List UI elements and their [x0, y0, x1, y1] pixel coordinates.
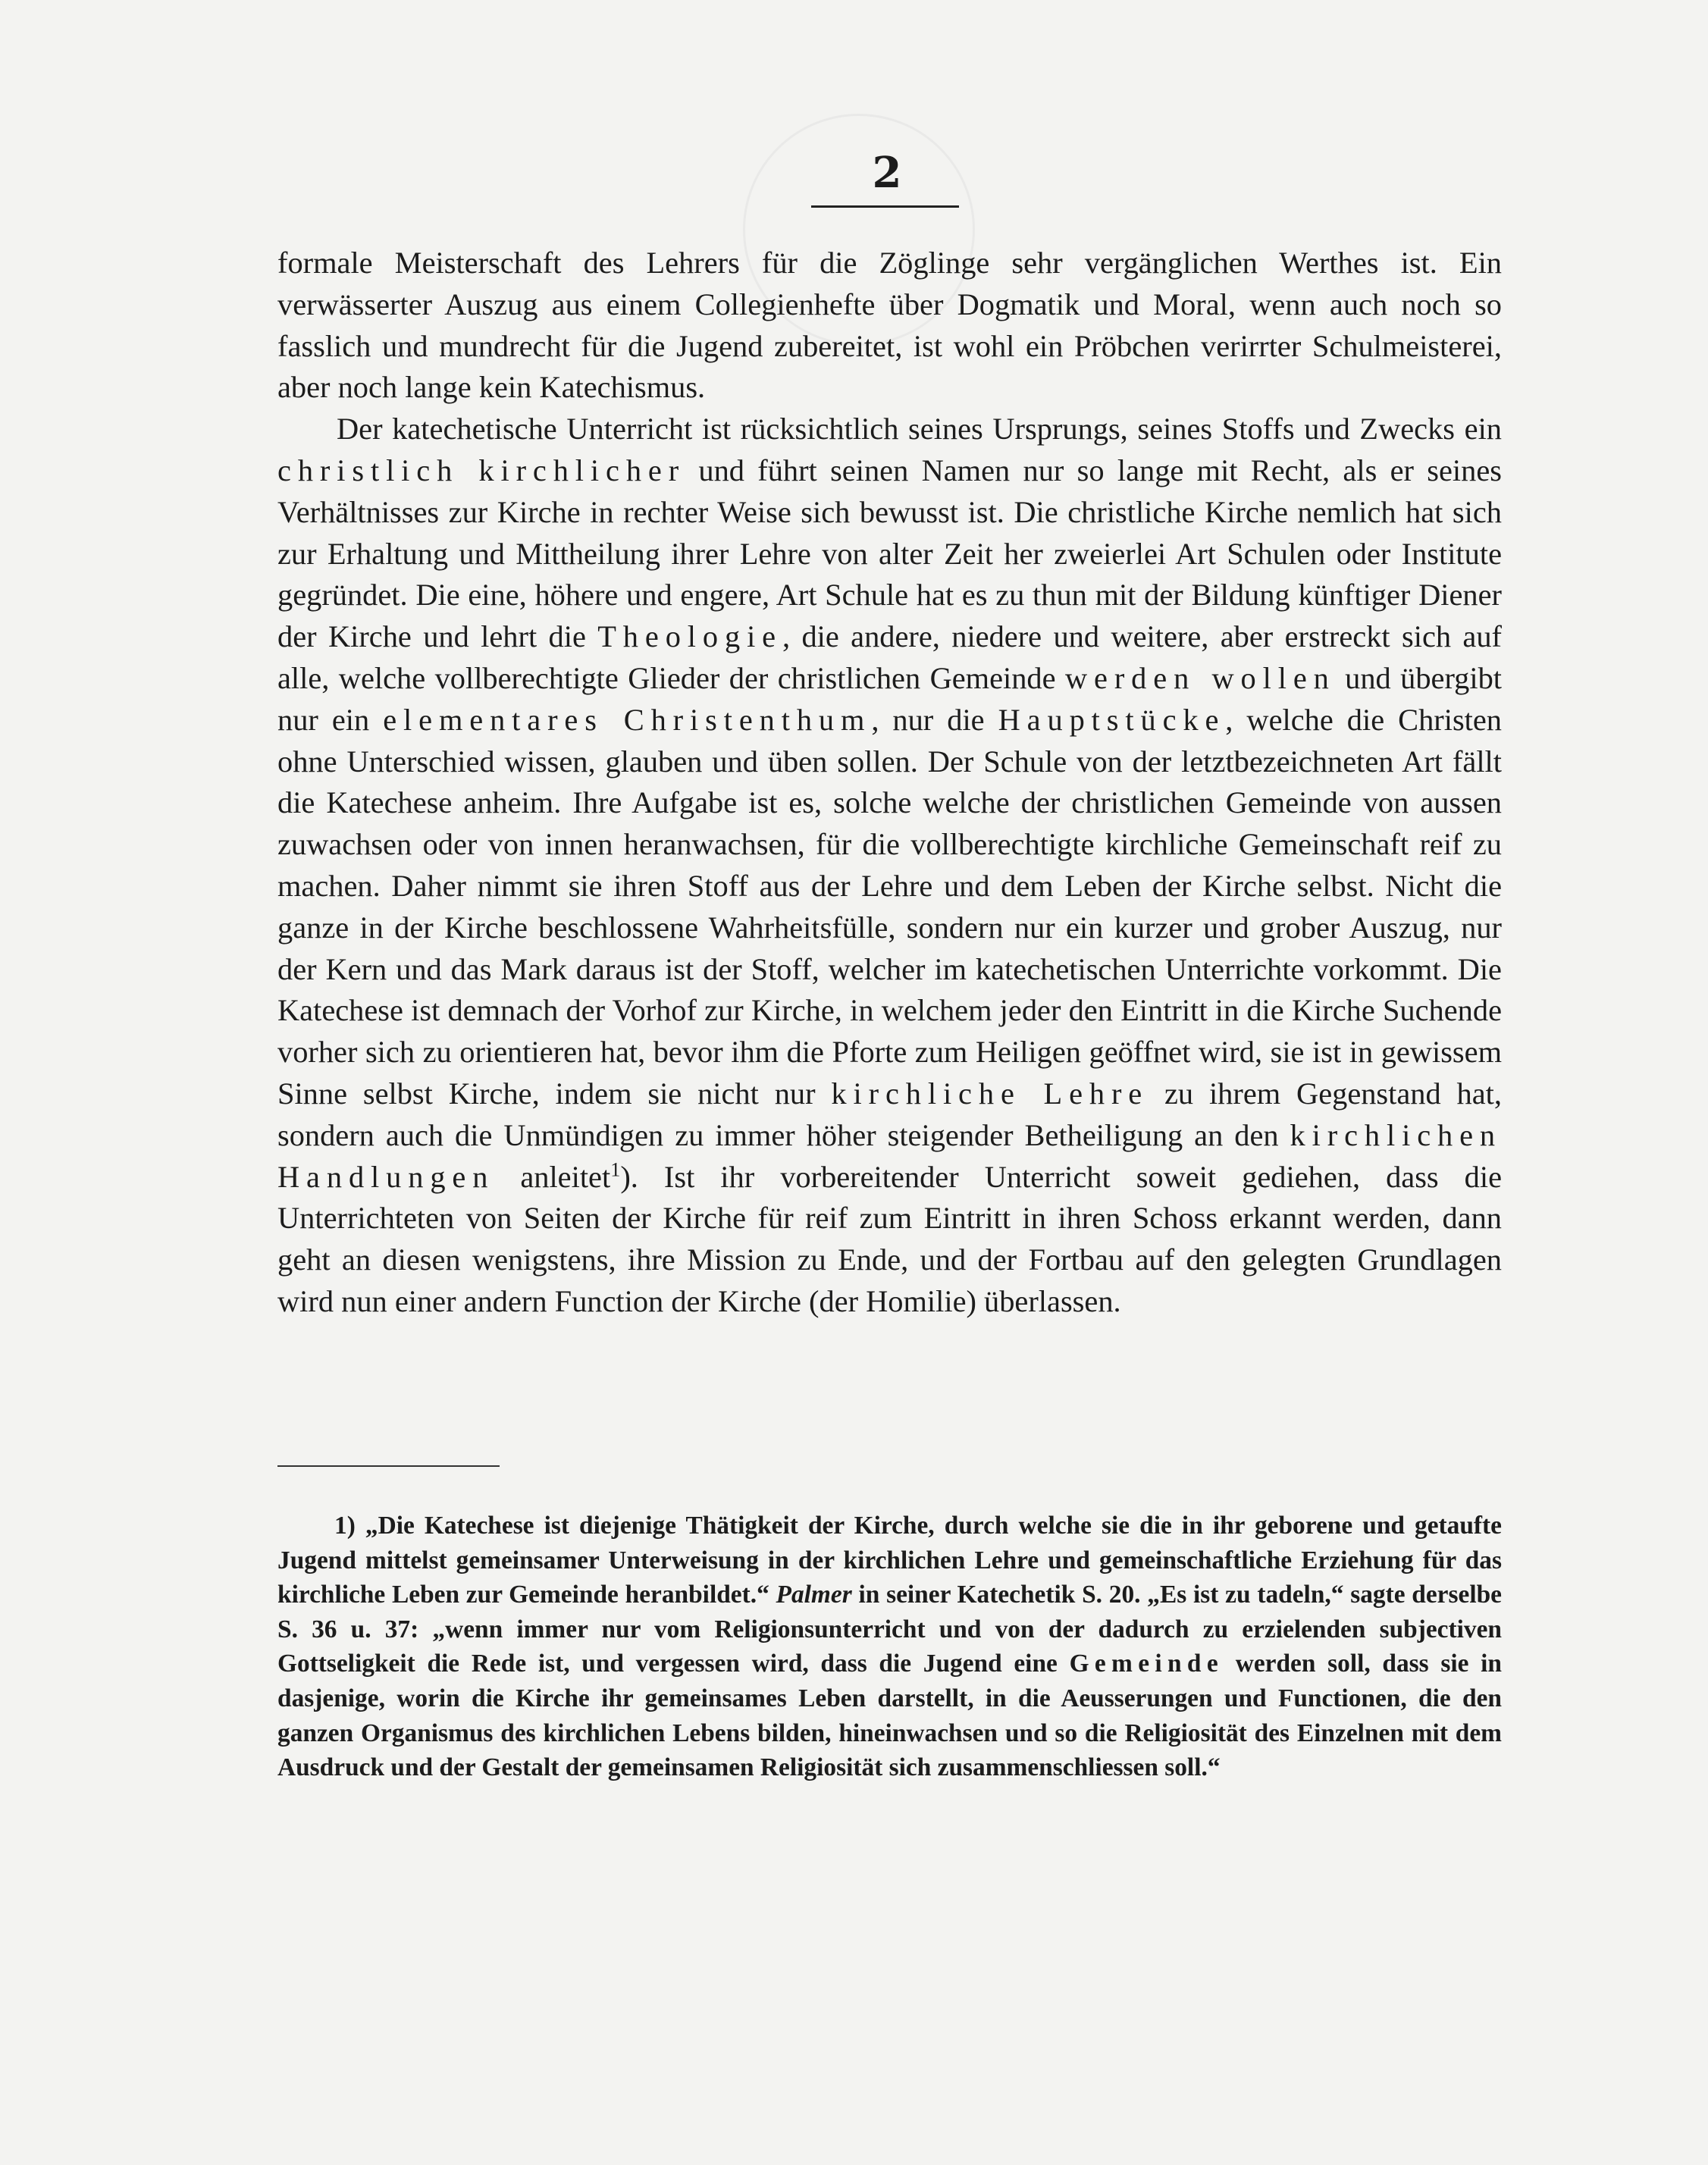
- emphasis-elementares-christenthum: elementares Christenthum: [383, 702, 872, 737]
- footnote-number: 1): [334, 1512, 356, 1540]
- footnote-1: [277, 1509, 1502, 1785]
- page-number: 2: [872, 148, 902, 198]
- emphasis-werden-wollen: werden wollen: [1064, 660, 1336, 695]
- paragraph-2-text-7: zu ihrem Gegenstand hat, sondern auch die Unmündigen zu immer höher steigender Betheiligung an den: [277, 1076, 1502, 1152]
- page-number-rule: [811, 205, 959, 208]
- paragraph-2-text-9: ). Ist ihr vorbereitender Unterricht soweit gediehen, dass die Unterrichteten von Seiten der Kirche für reif zum Eintritt in ihren Schoss erkannt werden, dann geht an diesen wenigstens, ihre Mission zu Ende, und der Fortbau auf den gelegten Grundlagen wird nun einer andern Function der Kirche (der Homilie) überlassen.: [277, 1159, 1502, 1318]
- emphasis-kirchlichen-handlungen: kirchlichen Handlungen: [277, 1117, 1502, 1194]
- footnote-separator: [277, 1465, 500, 1467]
- paragraph-2-text-8: anleitet: [494, 1159, 611, 1194]
- footnote-author: Palmer: [776, 1581, 852, 1609]
- emphasis-kirchliche-lehre: kirchliche Lehre: [831, 1076, 1149, 1111]
- paragraph-2-text-5: , nur die: [871, 702, 998, 737]
- emphasis-theologie: Theologie: [597, 619, 782, 654]
- footnote-reference[interactable]: 1: [610, 1158, 621, 1181]
- emphasis-hauptstuecke: Hauptstücke: [998, 702, 1226, 737]
- footnote-text-3: werden soll, dass sie in dasjenige, worin die Kirche ihr gemeinsames Leben darstellt, in die Aeusserungen und Functionen, die den ganzen Organismus des kirchlichen Lebens bilden, hineinwachsen und so die Religiosität des Einzelnen mit dem Ausdruck und der Gestalt der gemeinsamen Religiosität sich zusammenschliessen soll.“: [277, 1650, 1502, 1782]
- paragraph-2-text-6: , welche die Christen ohne Unterschied wissen, glauben und üben sollen. Der Schule von der letztbezeichneten Art fällt die Katechese anheim. Ihre Aufgabe ist es, solche welche der christlichen Gemeinde von aussen zuwachsen oder von innen heranwachsen, für die vollberechtigte kirchliche Gemeinschaft reif zu machen. Daher nimmt sie ihren Stoff aus der Lehre und dem Leben der Kirche selbst. Nicht die ganze in der Kirche beschlossene Wahrheitsfülle, sondern nur ein kurzer und grober Auszug, nur der Kern und das Mark daraus ist der Stoff, welcher im katechetischen Unterrichte vorkommt. Die Katechese ist demnach der Vorhof zur Kirche, in welchem jeder den Eintritt in die Kirche Suchende vorher sich zu orientieren hat, bevor ihm die Pforte zum Heiligen geöffnet wird, sie ist in gewissem Sinne selbst Kirche, indem sie nicht nur: [277, 702, 1503, 1111]
- paragraph-1: formale Meisterschaft des Lehrers für die Zöglinge sehr vergänglichen Werthes ist. Ein verwässerter Auszug aus einem Collegienhefte über Dogmatik und Moral, wenn auch noch so fasslich und mundrecht für die Jugend zubereitet, ist wohl ein Pröbchen verirrter Schulmeisterei, aber noch lange kein Katechismus.: [277, 246, 1502, 405]
- paragraph-2: [277, 409, 1502, 1323]
- footnote-emphasis-gemeinde: Gemeinde: [1069, 1650, 1224, 1678]
- paragraph-2-text-2: und führt seinen Namen nur so lange mit Recht, als er seines Verhältnisses zur Kirche in rechter Weise sich bewusst ist. Die christliche Kirche nemlich hat sich zur Erhaltung und Mittheilung ihrer Lehre von alter Zeit her zweierlei Art Schulen oder Institute gegründet. Die eine, höhere und engere, Art Schule hat es zu thun mit der Bildung künftiger Diener der Kirche und lehrt die: [277, 453, 1502, 654]
- footnote-text-1: „Die Katechese ist diejenige Thätigkeit der Kirche, durch welche sie die in ihr geborene und getaufte Jugend mittelst gemeinsamer Unterweisung in der kirchlichen Lehre und gemeinschaftliche Erziehung für das kirchliche Leben zur Gemeinde heranbildet.“: [277, 1512, 1502, 1609]
- footnote-text-2: in seiner Katechetik S. 20. „Es ist zu tadeln,“ sagte derselbe S. 36 u. 37: „wenn immer nur vom Religionsunterricht und von der dadurch zu erzielenden subjectiven Gottseligkeit die Rede ist, und vergessen wird, dass die Jugend eine: [277, 1581, 1502, 1678]
- paragraph-2-text-1: Der katechetische Unterricht ist rücksichtlich seines Ursprungs, seines Stoffs und Zwecks ein: [337, 412, 1502, 446]
- emphasis-christlich-kirchlicher: christlich kirchlicher: [277, 453, 686, 487]
- paragraph-2-text-4: und übergibt nur ein: [277, 660, 1502, 737]
- paragraph-2-text-3: , die andere, niedere und weitere, aber erstreckt sich auf alle, welche vollberechtigte Glieder der christlichen Gemeinde: [277, 619, 1503, 695]
- body-text: [277, 243, 1502, 1323]
